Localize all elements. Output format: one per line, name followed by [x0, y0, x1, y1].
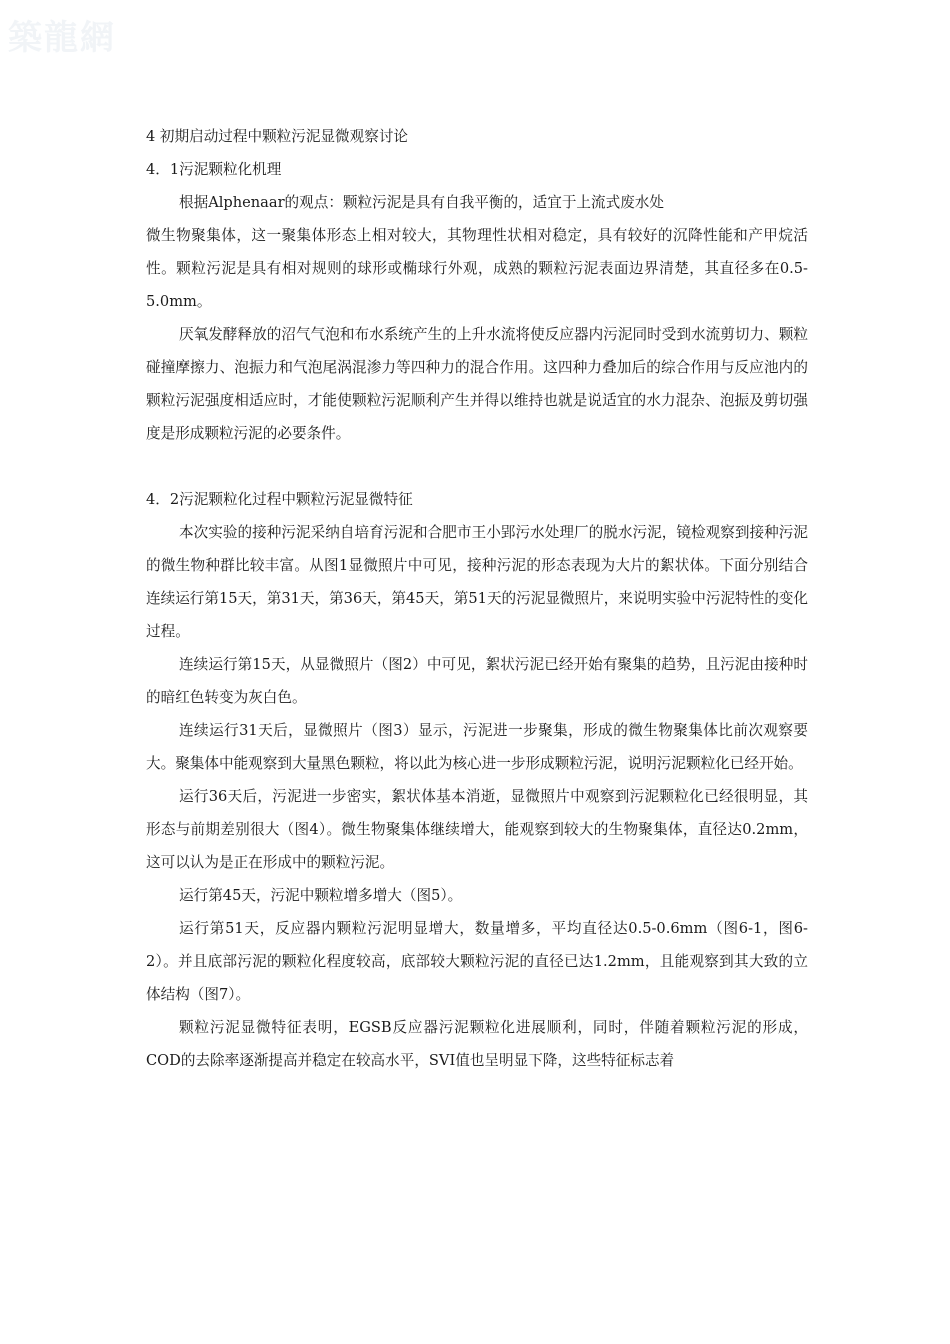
subsection-heading-1: 4．1污泥颗粒化机理: [146, 161, 282, 178]
paragraph-8: 运行第51天，反应器内颗粒污泥明显增大，数量增多，平均直径达0.5-0.6mm（图6-1，图6-2）。并且底部污泥的颗粒化程度较高，底部较大颗粒污泥的直径已达1.2mm，且能观察到其大致的立体结构（图7）。: [146, 920, 808, 1003]
paragraph-3: 本次实验的接种污泥采纳自培育污泥和合肥市王小郢污水处理厂的脱水污泥，镜检观察到接种污泥的微生物种群比较丰富。从图1显微照片中可见，接种污泥的形态表现为大片的絮状体。下面分别结合连续运行第15天，第31天，第36天，第45天，第51天的污泥显微照片，来说明实验中污泥特性的变化过程。: [146, 524, 809, 640]
document-body: [146, 120, 808, 1077]
paragraph-1-line-1: 根据Alphenaar的观点：颗粒污泥是具有自我平衡的，适宜于上流式废水处: [179, 194, 664, 211]
paragraph-5: 连续运行31天后，显微照片（图3）显示，污泥进一步聚集，形成的微生物聚集体比前次观察要大。聚集体中能观察到大量黑色颗粒，将以此为核心进一步形成颗粒污泥，说明污泥颗粒化已经开始。: [146, 722, 808, 772]
paragraph-7: 运行第45天，污泥中颗粒增多增大（图5）。: [179, 887, 463, 904]
subsection-heading-2: 4．2污泥颗粒化过程中颗粒污泥显微特征: [146, 491, 413, 508]
section-gap: [146, 450, 808, 483]
paragraph-4: 连续运行第15天，从显微照片（图2）中可见，絮状污泥已经开始有聚集的趋势，且污泥由接种时的暗红色转变为灰白色。: [146, 656, 808, 706]
paragraph-1-continued: 微生物聚集体，这一聚集体形态上相对较大，其物理性状相对稳定，具有较好的沉降性能和产甲烷活性。颗粒污泥是具有相对规则的球形或椭球行外观，成熟的颗粒污泥表面边界清楚，其直径多在0.5-5.0mm。: [146, 227, 808, 310]
paragraph-9: 颗粒污泥显微特征表明，EGSB反应器污泥颗粒化进展顺利，同时，伴随着颗粒污泥的形成，COD的去除率逐渐提高并稳定在较高水平，SVI值也呈明显下降，这些特征标志着: [146, 1019, 808, 1069]
paragraph-6: 运行36天后，污泥进一步密实，絮状体基本消逝，显微照片中观察到污泥颗粒化已经很明显，其形态与前期差别很大（图4）。微生物聚集体继续增大，能观察到较大的生物聚集体，直径达0.2mm，这可以认为是正在形成中的颗粒污泥。: [146, 788, 808, 871]
watermark-logo: 築龍網: [8, 18, 116, 58]
section-heading: 4 初期启动过程中颗粒污泥显微观察讨论: [146, 128, 409, 145]
paragraph-2: 厌氧发酵释放的沼气气泡和布水系统产生的上升水流将使反应器内污泥同时受到水流剪切力、颗粒碰撞摩擦力、泡振力和气泡尾涡混渗力等四种力的混合作用。这四种力叠加后的综合作用与反应池内的颗粒污泥强度相适应时，才能使颗粒污泥顺利产生并得以维持也就是说适宜的水力混杂、泡振及剪切强度是形成颗粒污泥的必要条件。: [146, 326, 808, 442]
